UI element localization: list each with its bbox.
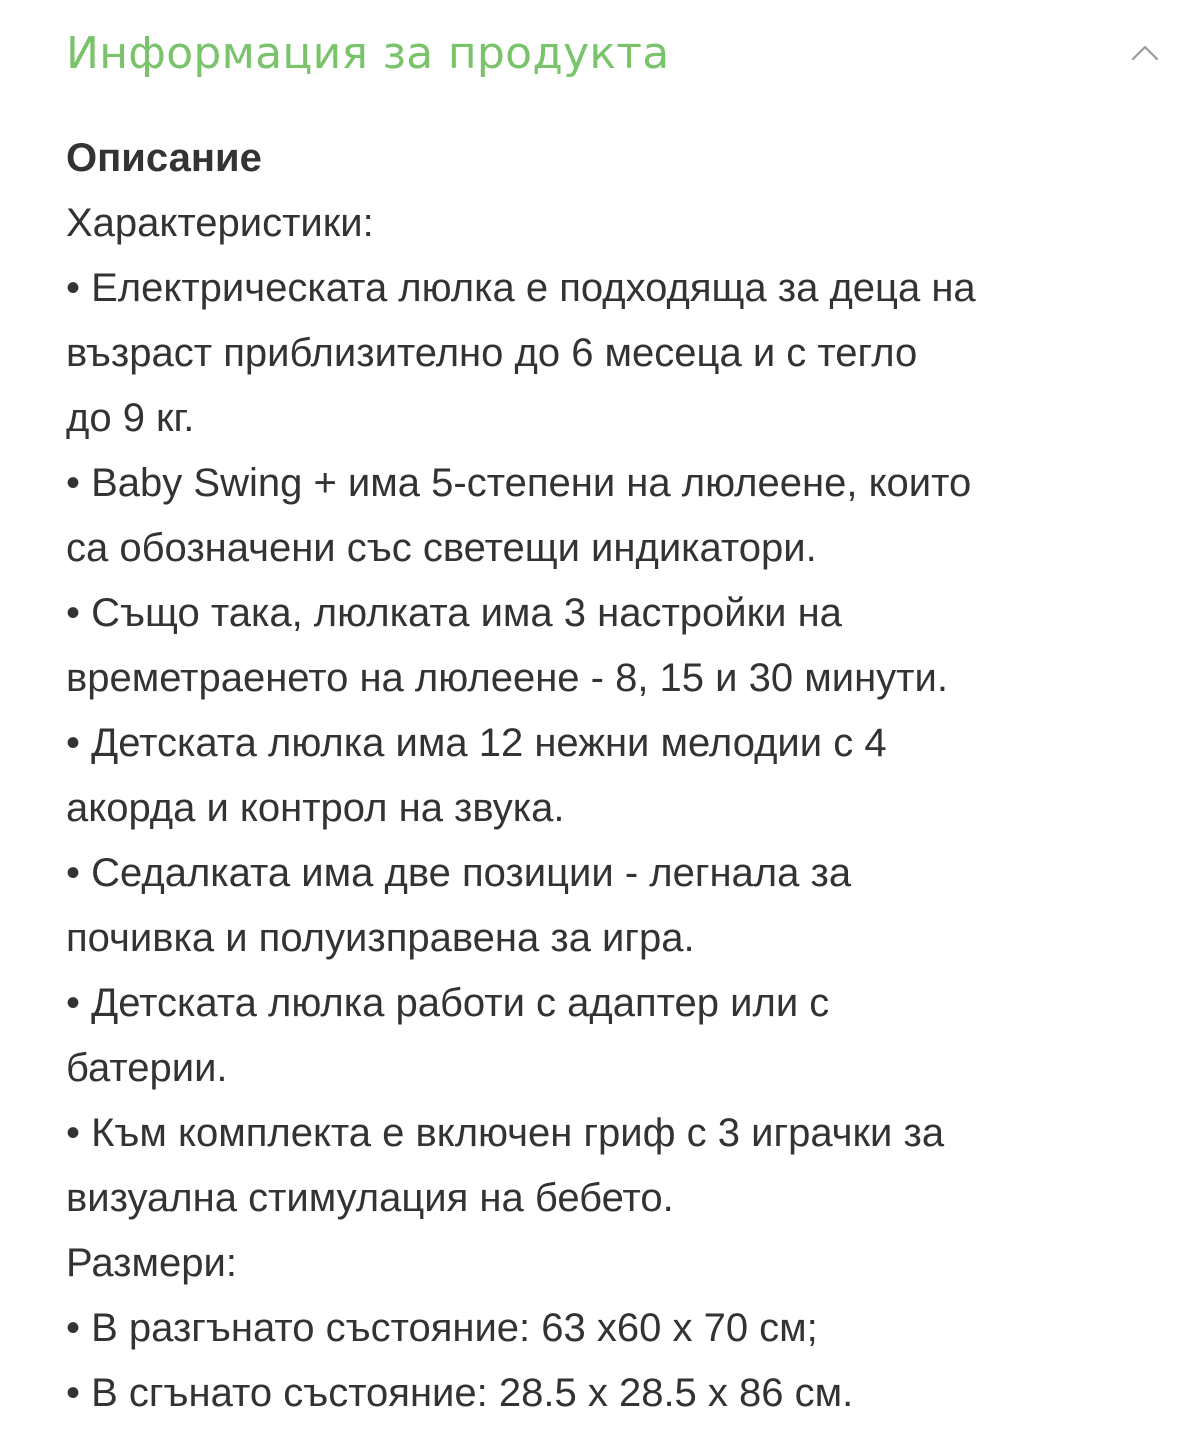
description-line: са обозначени със светещи индикатори. <box>66 526 817 570</box>
description-line: • Детската люлка работи с адаптер или с <box>66 981 830 1025</box>
description-line: батерии. <box>66 1046 228 1090</box>
dimension-line: • В разгънато състояние: 63 х60 х 70 см; <box>66 1306 818 1350</box>
description-line: времетраенето на люлеене - 8, 15 и 30 минути. <box>66 656 948 700</box>
description-line: • Също така, люлката има 3 настройки на <box>66 591 842 635</box>
description-line: почивка и полуизправена за игра. <box>66 916 695 960</box>
chevron-up-icon[interactable] <box>1128 36 1162 70</box>
description-heading: Описание <box>66 136 262 180</box>
accordion-title[interactable]: Информация за продукта <box>66 27 670 79</box>
description-line: акорда и контрол на звука. <box>66 786 565 830</box>
accordion-header[interactable] <box>66 18 1166 88</box>
dimensions-label: Размери: <box>66 1241 237 1285</box>
description-line: възраст приблизително до 6 месеца и с тегло <box>66 331 918 375</box>
description-line: до 9 кг. <box>66 396 195 440</box>
dimension-line: • В сгънато състояние: 28.5 х 28.5 х 86 см. <box>66 1371 854 1415</box>
product-description <box>66 126 1166 1426</box>
description-line: • Baby Swing + има 5-степени на люлеене, които <box>66 461 972 505</box>
description-line: визуална стимулация на бебето. <box>66 1176 674 1220</box>
description-line: • Седалката има две позиции - легнала за <box>66 851 852 895</box>
description-line: • Детската люлка има 12 нежни мелодии с 4 <box>66 721 887 765</box>
features-label: Характеристики: <box>66 201 374 245</box>
description-line: • Към комплекта е включен гриф с 3 играчки за <box>66 1111 945 1155</box>
description-line: • Електрическата люлка е подходяща за деца на <box>66 266 976 310</box>
